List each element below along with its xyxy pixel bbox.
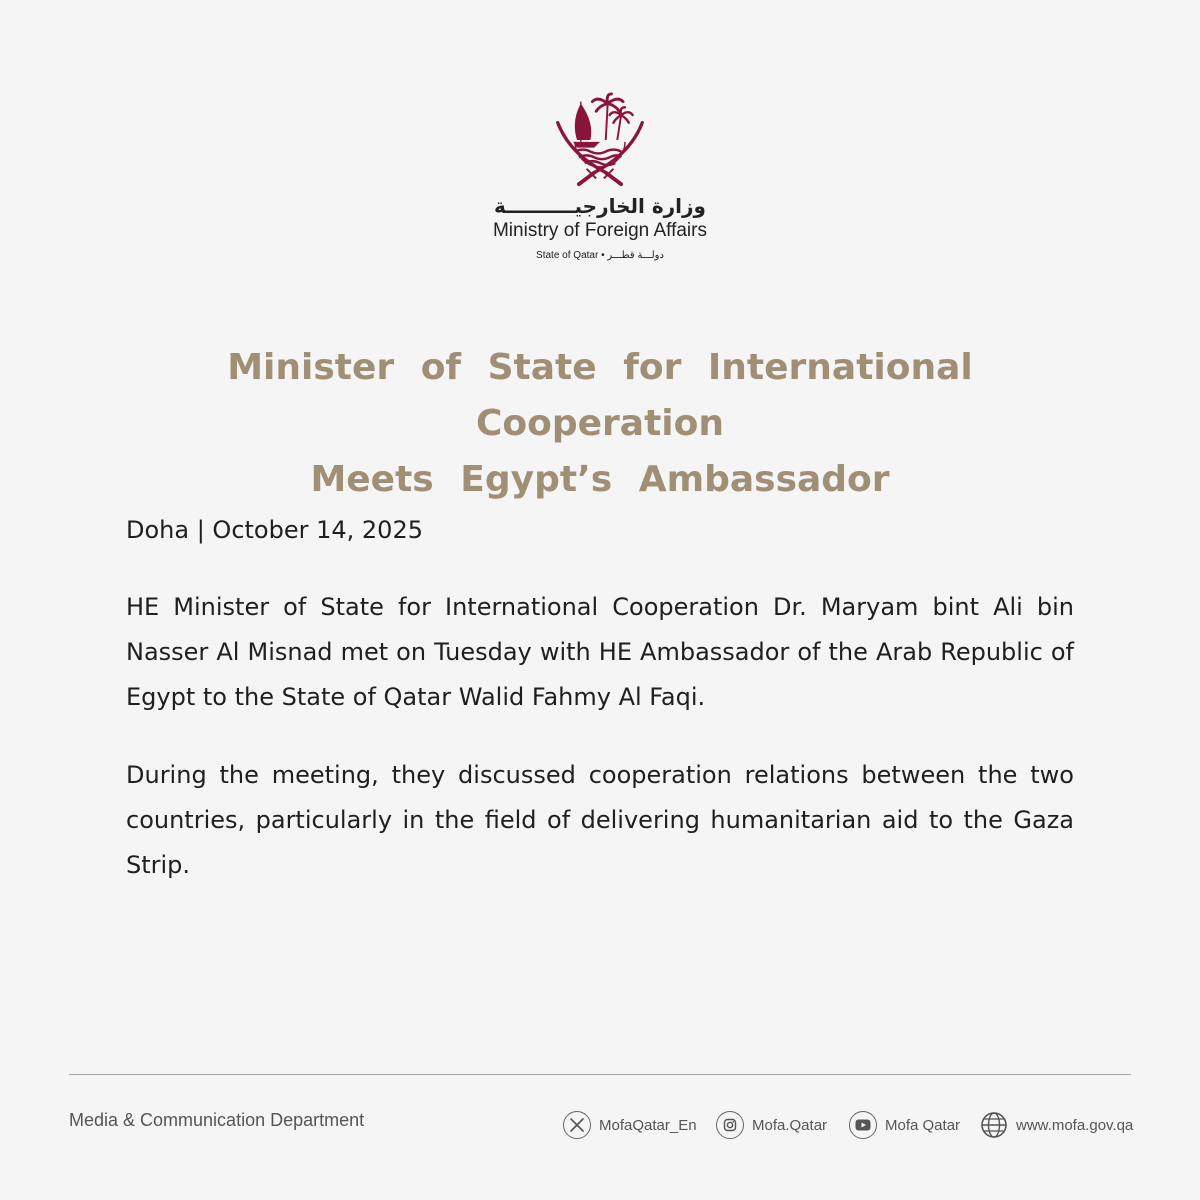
qatar-emblem-icon (552, 92, 648, 188)
social-link-website[interactable] (980, 1108, 1133, 1142)
instagram-icon (716, 1111, 744, 1139)
social-link-x[interactable] (563, 1108, 697, 1142)
article-paragraph: During the meeting, they discussed cooperation relations between the two countries, particularly in the field of delivering humanitarian aid to the Gaza Strip. (126, 761, 1074, 879)
social-label: www.mofa.gov.qa (1016, 1116, 1134, 1134)
social-link-youtube[interactable] (849, 1108, 960, 1142)
article-title (126, 340, 1074, 508)
footer-department: Media & Communication Department (69, 1110, 365, 1130)
logo-subtitle: State of Qatar • دولـــة قطـــر (536, 250, 664, 261)
mofa-logo (0, 92, 1200, 261)
youtube-icon (849, 1111, 877, 1139)
logo-english-name: Ministry of Foreign Affairs (492, 220, 707, 241)
logo-arabic-name: وزارة الخارجيــــــــــة (494, 194, 706, 218)
social-label: MofaQatar_En (599, 1116, 697, 1134)
social-label: Mofa.Qatar (752, 1116, 828, 1134)
x-icon (563, 1111, 591, 1139)
article-dateline: Doha | October 14, 2025 (126, 516, 423, 544)
footer-divider (69, 1074, 1131, 1075)
social-label: Mofa Qatar (885, 1116, 961, 1134)
social-link-instagram[interactable] (716, 1108, 827, 1142)
article-paragraph: HE Minister of State for International Cooperation Dr. Maryam bint Ali bin Nasser Al Misnad met on Tuesday with HE Ambassador of the Arab Republic of Egypt to the State of Qatar Walid Fahmy Al Faqi. (126, 593, 1074, 711)
article-title-line1: Minister of State for International Cooperation (227, 347, 973, 444)
globe-icon (980, 1111, 1008, 1139)
article-title-line2: Meets Egypt’s Ambassador (310, 459, 890, 500)
